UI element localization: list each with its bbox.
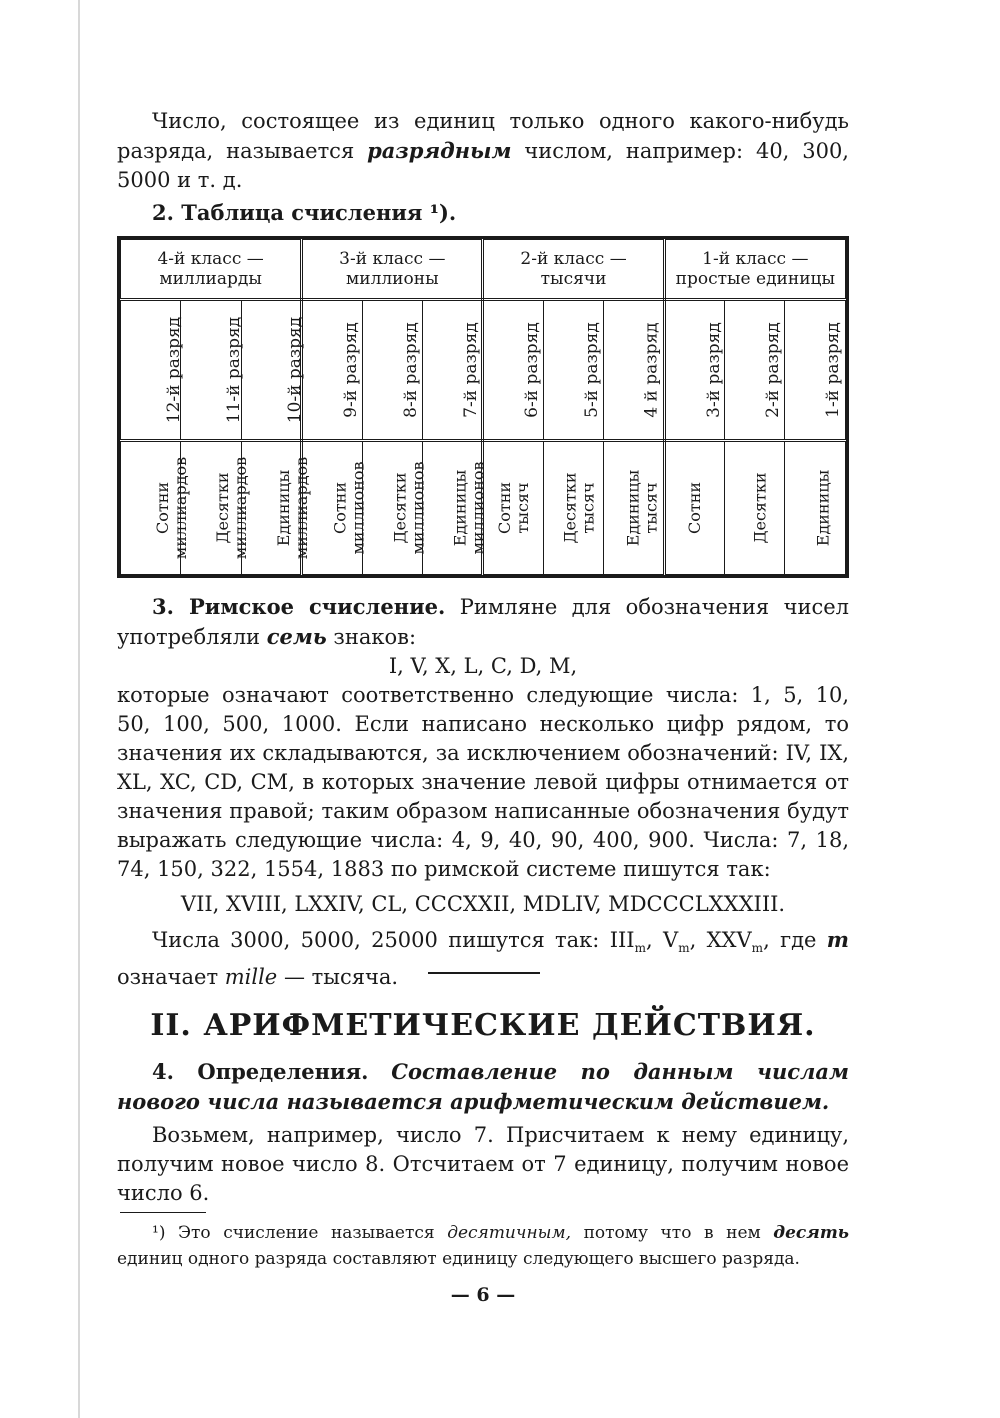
rank-label: 6-й разряд: [522, 322, 543, 418]
rank-label: 9-й разряд: [341, 322, 362, 418]
rank-label: 10-й разряд: [285, 316, 306, 424]
roman-section: [117, 592, 849, 992]
large-text-means: означает: [117, 965, 219, 990]
large-25000: XXV: [706, 928, 752, 952]
rank-cell: [785, 300, 846, 441]
rank-label: 4 й разряд: [641, 322, 662, 418]
unit-name: Сотни тысяч: [494, 481, 532, 534]
class-cell: 4-й класс — миллиарды: [121, 240, 302, 300]
unit-name: Сотни миллиардов: [153, 456, 191, 559]
footnote-text-a: ¹) Это счисление называется: [152, 1223, 435, 1243]
rank-label: 5-й разряд: [581, 322, 602, 418]
unit-name-cell: [241, 441, 311, 575]
class-cell: 3-й класс — миллионы: [302, 240, 483, 300]
class-cell: 2-й класс — тысячи: [483, 240, 664, 300]
large-5000: V: [663, 928, 679, 952]
footnote-term-2: десять: [773, 1223, 850, 1243]
unit-name-row: [121, 441, 846, 575]
unit-name-cell: [664, 441, 724, 575]
class-cell: 1-й класс — простые единицы: [664, 240, 845, 300]
rank-cell: [302, 300, 362, 441]
unit-name-cell: [483, 441, 543, 575]
rank-cell: [543, 300, 603, 441]
subscript-m: m: [751, 941, 764, 956]
roman-body: которые означают соответственно следующие числа: 1, 5, 10, 50, 100, 500, 1000. Если написано несколько цифр рядом, то значения их складываются, за исключением обозначений: IV, IX, XL, XC, CD, CM, в которых значение левой цифры отнимается от значения правой; таким образом написанные обозначения будут выражать следующие числа: 4, 9, 40, 90, 400, 900. Числа: 7, 18, 74, 150, 322, 1554, 1883 по римской системе пишутся так:: [117, 683, 849, 881]
divider: [428, 972, 540, 974]
unit-name: Десятки миллионов: [390, 460, 428, 555]
rank-label: 3-й разряд: [703, 322, 724, 418]
large-3000: Числа 3000, 5000, 25000 пишутся так: III: [152, 928, 635, 952]
letter-m: m: [826, 927, 850, 952]
definitions-heading: 4. Определения.: [152, 1059, 369, 1084]
rank-label: 12-й разряд: [164, 316, 185, 424]
footnote: [117, 1220, 849, 1272]
unit-name: Единицы тысяч: [623, 469, 661, 546]
subscript-m: m: [634, 941, 646, 956]
roman-large-numbers: Числа 3000, 5000, 25000 пишутся так: $III_m$, $V_m$, $XXV_m$, где m означает mille — тысяча.: [117, 927, 850, 990]
unit-name: Сотни: [684, 481, 704, 535]
rank-cell: [241, 300, 306, 441]
roman-heading: 3. Римское счисление.: [152, 594, 446, 619]
page-number: — 6 —: [450, 1284, 516, 1306]
rank-label: 7-й разряд: [460, 322, 481, 418]
unit-name: Десятки миллиардов: [213, 456, 251, 559]
rank-row: [121, 300, 846, 441]
unit-name-cell: [725, 441, 785, 575]
unit-name: Десятки тысяч: [560, 471, 598, 544]
roman-lead-b: знаков:: [333, 625, 417, 649]
intro-text-b: числом, например: 40, 300, 5000 и т. д.: [117, 139, 849, 192]
large-text-where: , где: [763, 928, 817, 952]
section-title: II. АРИФМЕТИЧЕСКИЕ ДЕЙСТВИЯ.: [150, 1008, 816, 1043]
numeration-table: [117, 236, 849, 578]
definitions-section: [117, 1057, 849, 1208]
footnote-text-b: потому что в нем: [583, 1223, 761, 1243]
unit-name-cell: [121, 441, 191, 575]
unit-name-cell: [604, 441, 664, 575]
unit-name-cell: [362, 441, 428, 575]
rank-cell: [483, 300, 543, 441]
rank-label: 1-й разряд: [823, 322, 844, 418]
rank-cell: [121, 300, 185, 441]
word-mille: mille: [224, 965, 278, 990]
unit-name-cell: [423, 441, 488, 575]
rank-label: 8-й разряд: [400, 322, 421, 418]
footnote-text-c: единиц одного разряда составляют единицу следующего высшего разряда.: [117, 1249, 800, 1269]
unit-name: Десятки: [750, 472, 770, 544]
roman-lead-term: семь: [266, 624, 327, 649]
scan-edge: [78, 0, 80, 1418]
rank-cell: [664, 300, 724, 441]
intro-paragraph: [117, 107, 849, 195]
intro-term: разрядным: [367, 138, 512, 163]
roman-examples: VII, XVIII, LXXIV, CL, CCCXXII, MDLIV, MDCCCLXXXIII.: [180, 892, 786, 916]
footnote-rule: [120, 1212, 206, 1213]
unit-name: Единицы миллиардов: [274, 456, 311, 559]
unit-name: Единицы миллионов: [450, 460, 488, 555]
subscript-m: m: [678, 941, 690, 956]
definitions-italic: Составление по данным числам нового числа называется арифметическим действием.: [117, 1059, 849, 1114]
large-text-thousand: — тысяча.: [283, 965, 399, 990]
class-row: [121, 240, 846, 300]
roman-lead-a: Римляне для обозначения чисел употребляли: [117, 595, 849, 649]
rank-cell: [423, 300, 483, 441]
table-heading: 2. Таблица счисления ¹).: [152, 200, 457, 225]
unit-name-cell: [785, 441, 846, 575]
roman-signs: I, V, X, L, C, D, M,: [388, 654, 578, 678]
rank-cell: [604, 300, 664, 441]
rank-label: 11-й разряд: [224, 316, 245, 424]
rank-cell: [181, 300, 245, 441]
unit-name: Сотни миллионов: [330, 460, 368, 555]
rank-cell: [362, 300, 422, 441]
unit-name: Единицы: [813, 469, 833, 547]
intro-text-a: Число, состоящее из единиц только одного какого-нибудь разряда, называется: [117, 109, 849, 163]
footnote-term-1: десятичным,: [447, 1223, 572, 1243]
unit-name-cell: [543, 441, 603, 575]
definitions-example: Возьмем, например, число 7. Присчитаем к нему единицу, получим новое число 8. Отсчитаем от 7 единицу, получим новое число 6.: [117, 1123, 849, 1205]
rank-cell: [725, 300, 785, 441]
rank-label: 2-й разряд: [762, 322, 783, 418]
